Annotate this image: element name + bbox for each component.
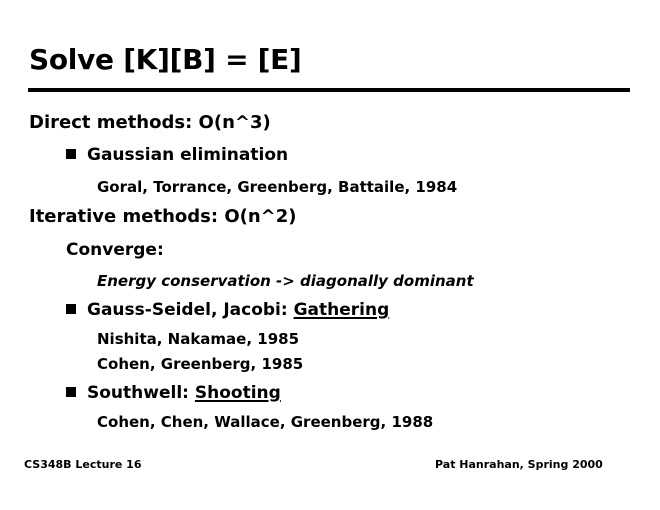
iterative-methods-heading: Iterative methods: O(n^2) [29, 206, 297, 227]
square-bullet-icon [66, 387, 76, 397]
southwell-item [66, 383, 281, 403]
gaussian-elimination-label: Gaussian elimination [87, 145, 289, 165]
footer-right: Pat Hanrahan, Spring 2000 [435, 458, 603, 471]
southwell-label: Southwell: [87, 383, 195, 403]
footer-left: CS348B Lecture 16 [24, 458, 142, 471]
gauss-citation-2: Cohen, Greenberg, 1985 [97, 355, 304, 373]
slide-title: Solve [K][B] = [E] [29, 43, 302, 76]
square-bullet-icon [66, 304, 76, 314]
square-bullet-icon [66, 149, 76, 159]
southwell-citation: Cohen, Chen, Wallace, Greenberg, 1988 [97, 413, 434, 431]
converge-note: Energy conservation -> diagonally dominant [97, 272, 474, 290]
gaussian-elimination-item [66, 145, 288, 165]
converge-label: Converge: [66, 240, 164, 260]
direct-methods-heading: Direct methods: O(n^3) [29, 112, 271, 133]
gauss-seidel-item [66, 300, 389, 320]
gaussian-citation: Goral, Torrance, Greenberg, Battaile, 1984 [97, 178, 458, 196]
title-rule [28, 88, 630, 92]
gauss-seidel-label: Gauss-Seidel, Jacobi: [87, 300, 294, 320]
gauss-citation-1: Nishita, Nakamae, 1985 [97, 330, 300, 348]
shooting-term: Shooting [194, 383, 281, 403]
gathering-term: Gathering [293, 300, 390, 320]
